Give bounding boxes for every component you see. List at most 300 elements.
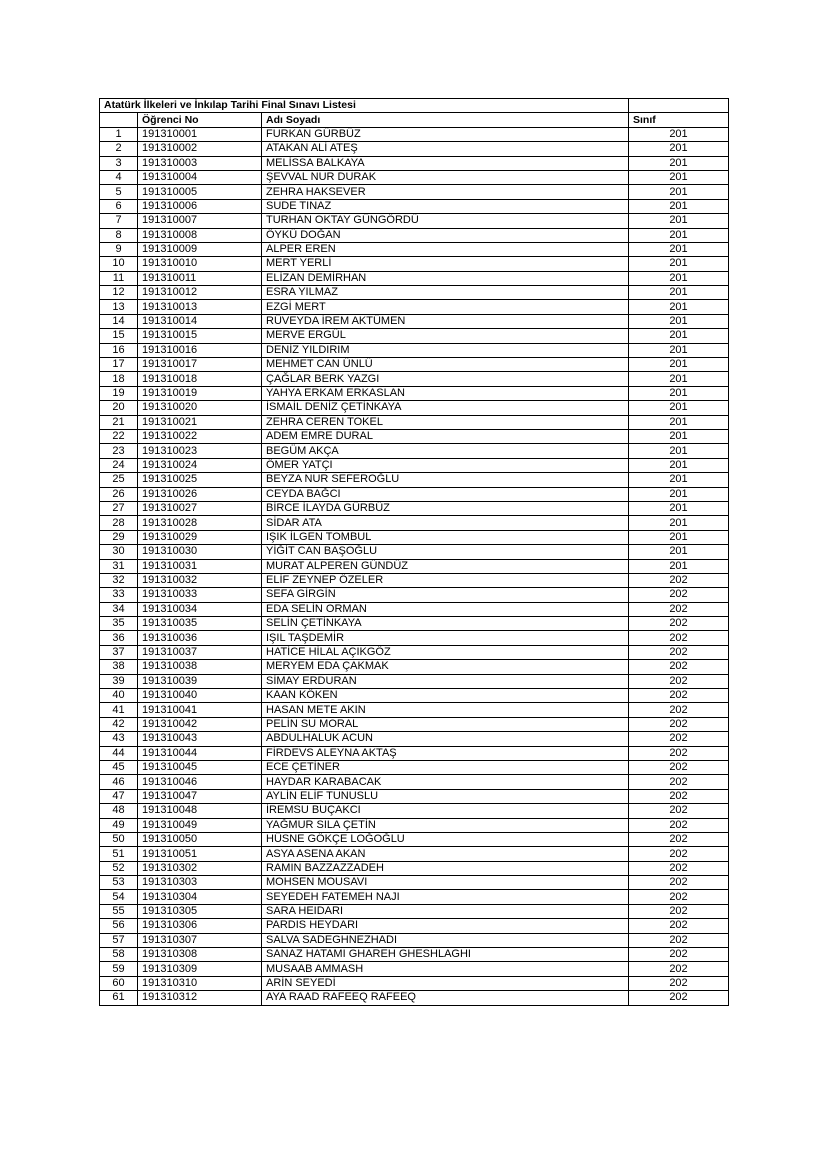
class-code: 201 [629, 473, 729, 487]
table-row [100, 760, 729, 774]
class-code: 201 [629, 545, 729, 559]
row-number: 22 [100, 429, 138, 443]
row-number: 31 [100, 559, 138, 573]
class-code: 202 [629, 976, 729, 990]
class-code: 201 [629, 170, 729, 184]
student-no: 191310048 [138, 804, 262, 818]
student-name: SEFA GİRGİN [262, 588, 629, 602]
table-row [100, 847, 729, 861]
row-number: 18 [100, 372, 138, 386]
list-title: Atatürk İlkeleri ve İnkılap Tarihi Final Sınavı Listesi [100, 99, 629, 113]
student-name: HAYDAR KARABACAK [262, 775, 629, 789]
table-row [100, 300, 729, 314]
row-number: 17 [100, 358, 138, 372]
table-row [100, 386, 729, 400]
class-code: 202 [629, 674, 729, 688]
table-row [100, 660, 729, 674]
student-no: 191310008 [138, 228, 262, 242]
table-row [100, 890, 729, 904]
row-number: 28 [100, 516, 138, 530]
class-code: 201 [629, 329, 729, 343]
class-code: 202 [629, 789, 729, 803]
class-code: 202 [629, 861, 729, 875]
row-number: 60 [100, 976, 138, 990]
row-number: 3 [100, 156, 138, 170]
class-code: 201 [629, 458, 729, 472]
row-number: 16 [100, 343, 138, 357]
student-no: 191310032 [138, 573, 262, 587]
row-number: 61 [100, 991, 138, 1005]
student-no: 191310051 [138, 847, 262, 861]
student-no: 191310306 [138, 919, 262, 933]
table-row [100, 919, 729, 933]
student-no: 191310015 [138, 329, 262, 343]
student-no: 191310020 [138, 401, 262, 415]
student-no: 191310040 [138, 689, 262, 703]
student-name: ABDULHALUK ACUN [262, 732, 629, 746]
student-name: ZEHRA HAKSEVER [262, 185, 629, 199]
student-name: BİRCE İLAYDA GÜRBÜZ [262, 501, 629, 515]
class-code: 201 [629, 444, 729, 458]
table-row [100, 717, 729, 731]
row-number: 30 [100, 545, 138, 559]
table-row [100, 358, 729, 372]
row-number: 58 [100, 948, 138, 962]
class-code: 202 [629, 732, 729, 746]
student-name: RÜVEYDA İREM AKTÜMEN [262, 314, 629, 328]
row-number: 45 [100, 760, 138, 774]
student-no: 191310003 [138, 156, 262, 170]
row-number: 57 [100, 933, 138, 947]
student-name: HATİCE HİLAL AÇIKGÖZ [262, 645, 629, 659]
class-code: 201 [629, 300, 729, 314]
table-row [100, 948, 729, 962]
class-code: 201 [629, 386, 729, 400]
table-row [100, 645, 729, 659]
header-row [100, 113, 729, 127]
student-no: 191310049 [138, 818, 262, 832]
class-code: 201 [629, 242, 729, 256]
student-name: MEHMET CAN ÜNLÜ [262, 358, 629, 372]
class-code: 201 [629, 142, 729, 156]
student-name: SARA HEIDARI [262, 904, 629, 918]
row-number: 54 [100, 890, 138, 904]
table-row [100, 861, 729, 875]
student-name: AYA RAAD RAFEEQ RAFEEQ [262, 991, 629, 1005]
class-code: 202 [629, 717, 729, 731]
table-row [100, 674, 729, 688]
row-number: 52 [100, 861, 138, 875]
student-no: 191310309 [138, 962, 262, 976]
row-number: 49 [100, 818, 138, 832]
student-no: 191310002 [138, 142, 262, 156]
student-no: 191310018 [138, 372, 262, 386]
table-row [100, 401, 729, 415]
class-code: 202 [629, 948, 729, 962]
table-row [100, 473, 729, 487]
row-number: 48 [100, 804, 138, 818]
table-row [100, 602, 729, 616]
table-row [100, 501, 729, 515]
student-name: ELİF ZEYNEP ÖZELER [262, 573, 629, 587]
row-number: 27 [100, 501, 138, 515]
student-name: KAAN KÖKEN [262, 689, 629, 703]
student-no: 191310021 [138, 415, 262, 429]
table-row [100, 703, 729, 717]
student-name: ADEM EMRE DURAL [262, 429, 629, 443]
table-row [100, 429, 729, 443]
table-row [100, 242, 729, 256]
student-no: 191310302 [138, 861, 262, 875]
table-row [100, 991, 729, 1005]
table-row [100, 415, 729, 429]
student-name: HÜSNE GÖKÇE LOĞOĞLU [262, 832, 629, 846]
class-code: 202 [629, 760, 729, 774]
row-number: 7 [100, 214, 138, 228]
class-code: 201 [629, 372, 729, 386]
row-number: 38 [100, 660, 138, 674]
table-row [100, 185, 729, 199]
class-code: 201 [629, 271, 729, 285]
student-name: IŞIK İLGEN TOMBUL [262, 530, 629, 544]
class-code: 201 [629, 559, 729, 573]
table-row [100, 444, 729, 458]
student-no: 191310312 [138, 991, 262, 1005]
student-name: YİĞİT CAN BAŞOĞLU [262, 545, 629, 559]
student-name: SİDAR ATA [262, 516, 629, 530]
student-no: 191310019 [138, 386, 262, 400]
student-name: ZEHRA CEREN TOKEL [262, 415, 629, 429]
student-no: 191310010 [138, 257, 262, 271]
student-name: ELİZAN DEMİRHAN [262, 271, 629, 285]
row-number: 39 [100, 674, 138, 688]
table-row [100, 170, 729, 184]
student-no: 191310037 [138, 645, 262, 659]
row-number: 46 [100, 775, 138, 789]
student-name: ŞEVVAL NUR DURAK [262, 170, 629, 184]
class-code: 202 [629, 631, 729, 645]
row-number: 9 [100, 242, 138, 256]
table-row [100, 933, 729, 947]
student-no: 191310014 [138, 314, 262, 328]
student-no: 191310017 [138, 358, 262, 372]
student-name: FURKAN GÜRBÜZ [262, 127, 629, 141]
row-number: 42 [100, 717, 138, 731]
title-empty-cell [629, 99, 729, 113]
class-code: 202 [629, 645, 729, 659]
student-no: 191310307 [138, 933, 262, 947]
student-no: 191310023 [138, 444, 262, 458]
student-name: MUSAAB AMMASH [262, 962, 629, 976]
student-no: 191310046 [138, 775, 262, 789]
table-row [100, 976, 729, 990]
student-no: 191310033 [138, 588, 262, 602]
table-row [100, 746, 729, 760]
class-code: 201 [629, 156, 729, 170]
table-row [100, 789, 729, 803]
row-number: 36 [100, 631, 138, 645]
table-row [100, 343, 729, 357]
class-code: 202 [629, 962, 729, 976]
student-name: PELİN SU MORAL [262, 717, 629, 731]
student-name: ECE ÇETİNER [262, 760, 629, 774]
class-code: 201 [629, 401, 729, 415]
row-number: 44 [100, 746, 138, 760]
student-name: ÖMER YATÇI [262, 458, 629, 472]
student-no: 191310042 [138, 717, 262, 731]
student-name: PARDIS HEYDARI [262, 919, 629, 933]
student-name: YAHYA ERKAM ERKASLAN [262, 386, 629, 400]
row-number: 19 [100, 386, 138, 400]
class-code: 201 [629, 228, 729, 242]
student-name: SALVA SADEGHNEZHADI [262, 933, 629, 947]
row-number: 33 [100, 588, 138, 602]
row-number: 4 [100, 170, 138, 184]
table-row [100, 689, 729, 703]
class-code: 202 [629, 660, 729, 674]
row-number: 23 [100, 444, 138, 458]
row-number: 40 [100, 689, 138, 703]
student-no: 191310030 [138, 545, 262, 559]
student-name: DENİZ YILDIRIM [262, 343, 629, 357]
student-name: FİRDEVS ALEYNA AKTAŞ [262, 746, 629, 760]
student-no: 191310047 [138, 789, 262, 803]
student-no: 191310025 [138, 473, 262, 487]
student-name: EZGİ MERT [262, 300, 629, 314]
student-name: TURHAN OKTAY GÜNGÖRDÜ [262, 214, 629, 228]
student-no: 191310310 [138, 976, 262, 990]
table-row [100, 876, 729, 890]
student-name: EDA SELİN ORMAN [262, 602, 629, 616]
header-num [100, 113, 138, 127]
student-name: RAMIN BAZZAZZADEH [262, 861, 629, 875]
class-code: 201 [629, 516, 729, 530]
table-row [100, 804, 729, 818]
table-row [100, 214, 729, 228]
class-code: 202 [629, 703, 729, 717]
table-row [100, 631, 729, 645]
class-code: 202 [629, 689, 729, 703]
student-name: ATAKAN ALİ ATEŞ [262, 142, 629, 156]
class-code: 201 [629, 185, 729, 199]
student-no: 191310026 [138, 487, 262, 501]
row-number: 8 [100, 228, 138, 242]
class-code: 202 [629, 933, 729, 947]
table-row [100, 732, 729, 746]
table-row [100, 372, 729, 386]
student-no: 191310036 [138, 631, 262, 645]
table-row [100, 199, 729, 213]
header-student-no: Öğrenci No [138, 113, 262, 127]
student-no: 191310022 [138, 429, 262, 443]
row-number: 37 [100, 645, 138, 659]
header-name: Adı Soyadı [262, 113, 629, 127]
class-code: 202 [629, 617, 729, 631]
table-row [100, 775, 729, 789]
row-number: 55 [100, 904, 138, 918]
table-row [100, 156, 729, 170]
student-no: 191310035 [138, 617, 262, 631]
student-name: MOHSEN MOUSAVI [262, 876, 629, 890]
table-row [100, 573, 729, 587]
class-code: 201 [629, 199, 729, 213]
student-no: 191310029 [138, 530, 262, 544]
row-number: 2 [100, 142, 138, 156]
class-code: 201 [629, 343, 729, 357]
student-no: 191310006 [138, 199, 262, 213]
row-number: 5 [100, 185, 138, 199]
student-no: 191310009 [138, 242, 262, 256]
final-exam-list-table [99, 98, 729, 1006]
row-number: 29 [100, 530, 138, 544]
class-code: 202 [629, 818, 729, 832]
student-name: HASAN METE AKIN [262, 703, 629, 717]
class-code: 202 [629, 890, 729, 904]
student-no: 191310305 [138, 904, 262, 918]
table-row [100, 257, 729, 271]
class-code: 202 [629, 919, 729, 933]
student-name: SANAZ HATAMI GHAREH GHESHLAGHI [262, 948, 629, 962]
student-no: 191310013 [138, 300, 262, 314]
student-name: SELİN ÇETİNKAYA [262, 617, 629, 631]
table-row [100, 142, 729, 156]
row-number: 12 [100, 286, 138, 300]
student-no: 191310028 [138, 516, 262, 530]
class-code: 201 [629, 314, 729, 328]
row-number: 21 [100, 415, 138, 429]
row-number: 25 [100, 473, 138, 487]
student-no: 191310304 [138, 890, 262, 904]
student-name: YAĞMUR SILA ÇETİN [262, 818, 629, 832]
table-row [100, 545, 729, 559]
table-row [100, 516, 729, 530]
row-number: 53 [100, 876, 138, 890]
student-name: MELİSSA BALKAYA [262, 156, 629, 170]
student-no: 191310012 [138, 286, 262, 300]
row-number: 59 [100, 962, 138, 976]
row-number: 32 [100, 573, 138, 587]
student-name: BEGÜM AKÇA [262, 444, 629, 458]
class-code: 202 [629, 602, 729, 616]
class-code: 202 [629, 573, 729, 587]
header-class: Sınıf [629, 113, 729, 127]
class-code: 202 [629, 904, 729, 918]
student-no: 191310303 [138, 876, 262, 890]
student-no: 191310011 [138, 271, 262, 285]
class-code: 202 [629, 832, 729, 846]
student-name: ARİN SEYEDİ [262, 976, 629, 990]
student-no: 191310038 [138, 660, 262, 674]
class-code: 202 [629, 876, 729, 890]
table-row [100, 458, 729, 472]
class-code: 202 [629, 847, 729, 861]
student-name: AYLİN ELİF TUNUSLU [262, 789, 629, 803]
row-number: 56 [100, 919, 138, 933]
student-no: 191310027 [138, 501, 262, 515]
class-code: 202 [629, 991, 729, 1005]
row-number: 14 [100, 314, 138, 328]
row-number: 26 [100, 487, 138, 501]
class-code: 202 [629, 775, 729, 789]
student-no: 191310005 [138, 185, 262, 199]
row-number: 10 [100, 257, 138, 271]
table-row [100, 617, 729, 631]
student-name: CEYDA BAĞCI [262, 487, 629, 501]
table-row [100, 962, 729, 976]
class-code: 202 [629, 746, 729, 760]
class-code: 201 [629, 530, 729, 544]
row-number: 34 [100, 602, 138, 616]
class-code: 201 [629, 415, 729, 429]
student-name: IŞIL TAŞDEMİR [262, 631, 629, 645]
student-name: ALPER EREN [262, 242, 629, 256]
student-name: SUDE TINAZ [262, 199, 629, 213]
student-no: 191310041 [138, 703, 262, 717]
student-no: 191310308 [138, 948, 262, 962]
class-code: 201 [629, 429, 729, 443]
row-number: 41 [100, 703, 138, 717]
table-row [100, 904, 729, 918]
class-code: 201 [629, 487, 729, 501]
student-no: 191310045 [138, 760, 262, 774]
student-name: BEYZA NUR SEFEROĞLU [262, 473, 629, 487]
table-row [100, 832, 729, 846]
student-no: 191310024 [138, 458, 262, 472]
student-name: SİMAY ERDURAN [262, 674, 629, 688]
table-row [100, 559, 729, 573]
row-number: 1 [100, 127, 138, 141]
table-row [100, 588, 729, 602]
student-name: İSMAİL DENİZ ÇETİNKAYA [262, 401, 629, 415]
class-code: 201 [629, 127, 729, 141]
row-number: 15 [100, 329, 138, 343]
row-number: 11 [100, 271, 138, 285]
class-code: 201 [629, 286, 729, 300]
row-number: 20 [100, 401, 138, 415]
student-no: 191310016 [138, 343, 262, 357]
student-name: MERT YERLİ [262, 257, 629, 271]
student-name: ÇAĞLAR BERK YAZGI [262, 372, 629, 386]
student-name: İREMSU BUÇAKCI [262, 804, 629, 818]
row-number: 51 [100, 847, 138, 861]
table-row [100, 127, 729, 141]
row-number: 35 [100, 617, 138, 631]
student-name: SEYEDEH FATEMEH NAJI [262, 890, 629, 904]
table-row [100, 530, 729, 544]
row-number: 13 [100, 300, 138, 314]
student-name: MERYEM EDA ÇAKMAK [262, 660, 629, 674]
row-number: 50 [100, 832, 138, 846]
student-no: 191310043 [138, 732, 262, 746]
student-no: 191310004 [138, 170, 262, 184]
student-name: MERVE ERGÜL [262, 329, 629, 343]
row-number: 43 [100, 732, 138, 746]
row-number: 24 [100, 458, 138, 472]
table-row [100, 314, 729, 328]
student-no: 191310007 [138, 214, 262, 228]
class-code: 201 [629, 257, 729, 271]
student-no: 191310001 [138, 127, 262, 141]
student-no: 191310050 [138, 832, 262, 846]
student-name: MURAT ALPEREN GÜNDÜZ [262, 559, 629, 573]
table-row [100, 818, 729, 832]
title-row [100, 99, 729, 113]
class-code: 202 [629, 588, 729, 602]
class-code: 201 [629, 501, 729, 515]
table-row [100, 228, 729, 242]
student-no: 191310044 [138, 746, 262, 760]
student-no: 191310039 [138, 674, 262, 688]
